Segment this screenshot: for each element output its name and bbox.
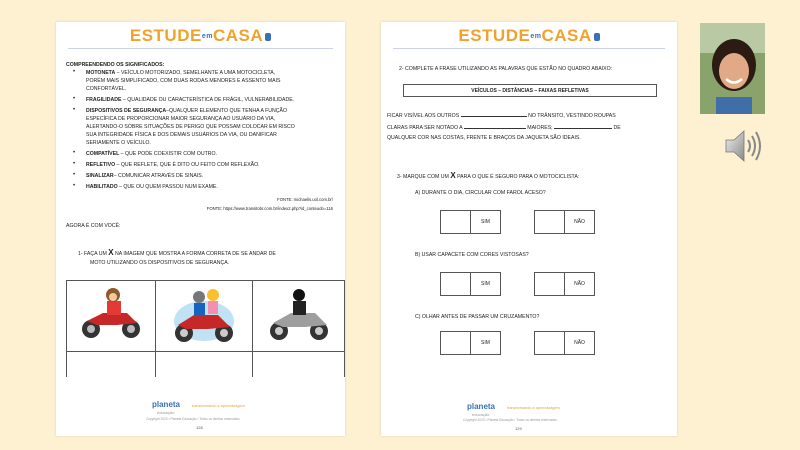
checkbox-a-sim[interactable] bbox=[440, 210, 471, 234]
mark-cell-2[interactable] bbox=[155, 351, 253, 377]
sentence-line-3: QUALQUER COR NAS COSTAS, FRENTE E BRAÇOS DA JAQUETA SÃO IDEAIS. bbox=[387, 135, 581, 141]
label-sim: SIM bbox=[470, 331, 501, 355]
planeta-sub: educação bbox=[157, 410, 175, 415]
sentence-line-1: FICAR VISÍVEL AOS OUTROS NO TRÂNSITO, VESTINDO ROUPAS bbox=[387, 113, 616, 119]
label-nao: NÃO bbox=[564, 331, 595, 355]
riders-with-helmets-motorcycle-image bbox=[156, 281, 252, 351]
checkbox-b-nao[interactable] bbox=[534, 272, 565, 296]
header-divider bbox=[68, 48, 333, 49]
definition-line: CONFORTÁVEL. bbox=[86, 86, 127, 92]
source-citation-2: FONTE: https://www.transitobr.com.br/index2.php?id_conteudo=116 bbox=[206, 206, 333, 211]
bullet-icon: • bbox=[73, 150, 76, 156]
footer-copyright: Copyright 2020 • Planeta Educação • Todos os direitos reservados bbox=[463, 418, 557, 422]
definition-habilitado: HABILITADO – QUE OU QUEM PASSOU NUM EXAME. bbox=[86, 184, 218, 190]
page-number: 129 bbox=[515, 426, 522, 431]
source-citation-1: FONTE: michaelis.uol.com.br/ bbox=[277, 197, 333, 202]
footer-tagline: transformando a aprendizagem bbox=[192, 404, 245, 408]
label-sim: SIM bbox=[470, 210, 501, 234]
house-icon bbox=[594, 33, 600, 41]
estude-em-casa-logo: ESTUDEemCASA bbox=[56, 26, 345, 46]
planeta-logo: planeta bbox=[152, 400, 181, 409]
definition-line: ESPECÍFICA DE PROPORCIONAR MAIOR SEGURANÇA AO USUÁRIO DA VIA, bbox=[86, 116, 276, 122]
definition-line: ALERTANDO-O SOBRE SITUAÇÕES DE PERIGO QUE POSSAM COLOCAR EM RISCO bbox=[86, 124, 295, 130]
checkbox-c-nao[interactable] bbox=[534, 331, 565, 355]
definition-motoneta: MOTONETA – VEÍCULO MOTORIZADO, SEMELHANTE A UMA MOTOCICLETA, bbox=[86, 70, 276, 76]
bullet-icon: • bbox=[73, 69, 76, 75]
bullet-icon: • bbox=[73, 107, 76, 113]
answer-cell-3[interactable] bbox=[252, 280, 345, 352]
presenter-avatar bbox=[700, 23, 765, 114]
label-sim: SIM bbox=[470, 272, 501, 296]
section-title: COMPREENDENDO OS SIGNIFICADOS: bbox=[66, 62, 165, 68]
blank-field[interactable] bbox=[554, 123, 612, 129]
worksheet-page-right bbox=[381, 22, 677, 436]
rider-cartoon-motorcycle-image bbox=[67, 281, 155, 351]
question-3b: B) USAR CAPACETE COM CORES VISTOSAS? bbox=[415, 252, 529, 258]
question-1-line-2: MOTO UTILIZANDO OS DISPOSITIVOS DE SEGURANÇA. bbox=[90, 260, 230, 266]
definition-compativel: COMPATÍVEL – QUE PODE COEXISTIR COM OUTRO. bbox=[86, 151, 217, 157]
definition-dispositivos: DISPOSITIVOS DE SEGURANÇA–QUALQUER ELEMENTO QUE TENHA A FUNÇÃO bbox=[86, 108, 288, 114]
definition-line: SERIAMENTE O VEÍCULO. bbox=[86, 140, 151, 146]
bullet-icon: • bbox=[73, 161, 76, 167]
answer-cell-1[interactable] bbox=[66, 280, 156, 352]
worksheet-page-left bbox=[56, 22, 345, 436]
mark-cell-1[interactable] bbox=[66, 351, 156, 377]
blank-field[interactable] bbox=[464, 123, 526, 129]
definition-sinalizar: SINALIZAR– COMUNICAR ATRAVÉS DE SINAIS. bbox=[86, 173, 204, 179]
rider-dark-motorcycle-image bbox=[253, 281, 344, 351]
definition-fragilidade: FRAGILIDADE – QUALIDADE OU CARACTERÍSTICA DE FRÁGIL, VULNERABILIDADE. bbox=[86, 97, 295, 103]
checkbox-b-sim[interactable] bbox=[440, 272, 471, 296]
question-3c: C) OLHAR ANTES DE PASSAR UM CRUZAMENTO? bbox=[415, 314, 540, 320]
sentence-line-2: CLARAS PARA SER NOTADO A MAIORES; DE bbox=[387, 125, 621, 131]
word-box: VEÍCULOS – DISTÂNCIAS – FAIXAS REFLETIVAS bbox=[403, 84, 657, 97]
checkbox-a-nao[interactable] bbox=[534, 210, 565, 234]
question-2: 2- COMPLETE A FRASE UTILIZANDO AS PALAVRAS QUE ESTÃO NO QUADRO ABAIXO: bbox=[399, 66, 613, 72]
label-nao: NÃO bbox=[564, 210, 595, 234]
bullet-icon: • bbox=[73, 183, 76, 189]
presenter-photo bbox=[700, 23, 765, 114]
header-divider bbox=[393, 48, 665, 49]
footer-copyright: Copyright 2020 • Planeta Educação • Todos os direitos reservados bbox=[146, 417, 240, 421]
answer-cell-2[interactable] bbox=[155, 280, 253, 352]
question-1: 1- FAÇA UM X NA IMAGEM QUE MOSTRA A FORMA CORRETA DE SE ANDAR DE bbox=[78, 248, 276, 257]
planeta-sub: educação bbox=[472, 412, 490, 417]
planeta-logo: planeta bbox=[467, 402, 496, 411]
question-3a: A) DURANTE O DIA, CIRCULAR COM FAROL ACESO? bbox=[415, 190, 546, 196]
speaker-icon[interactable] bbox=[724, 128, 764, 164]
mark-cell-3[interactable] bbox=[252, 351, 345, 377]
definition-line: PORÉM MAIS SIMPLIFICADO, COM DUAS RODAS MENORES E ASSENTO MAIS bbox=[86, 78, 281, 84]
bullet-icon: • bbox=[73, 96, 76, 102]
label-nao: NÃO bbox=[564, 272, 595, 296]
definition-line: SUA INTEGRIDADE FÍSICA E DOS DEMAIS USUÁRIOS DA VIA, OU DANIFICAR bbox=[86, 132, 277, 138]
definition-refletivo: REFLETIVO – QUE REFLETE, QUE É DITO OU FEITO COM REFLEXÃO. bbox=[86, 162, 260, 168]
agora-e-com-voce: AGORA É COM VOCÊ: bbox=[66, 223, 121, 229]
checkbox-c-sim[interactable] bbox=[440, 331, 471, 355]
house-icon bbox=[265, 33, 271, 41]
page-number: 128 bbox=[196, 425, 203, 430]
estude-em-casa-logo: ESTUDEemCASA bbox=[381, 26, 677, 46]
bullet-icon: • bbox=[73, 172, 76, 178]
blank-field[interactable] bbox=[461, 111, 527, 117]
footer-tagline: transformando a aprendizagem bbox=[507, 406, 560, 410]
question-3: 3- MARQUE COM UM X PARA O QUE É SEGURO PARA O MOTOCICLISTA: bbox=[397, 171, 580, 180]
